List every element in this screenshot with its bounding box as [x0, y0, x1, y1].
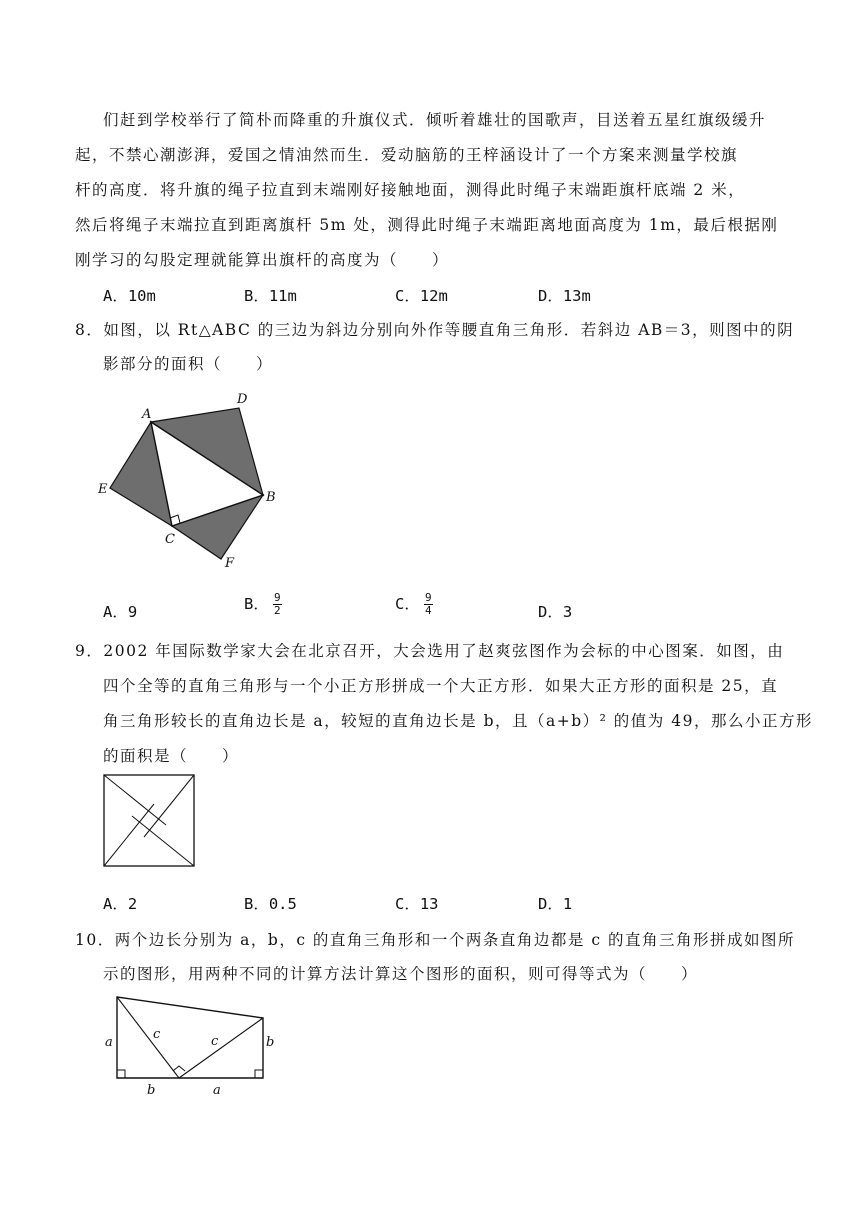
q8-figure [90, 385, 290, 575]
q10-figure-trapezoid [100, 990, 280, 1100]
label-a: A [142, 407, 152, 422]
frac-denominator: 2 [274, 604, 281, 617]
q9-figure-zhao-shuang-diagram [103, 774, 195, 867]
q7-line-1: 们赶到学校举行了简朴而降重的升旗仪式．倾听着雄壮的国歌声，目送着五星红旗级缓升 [103, 111, 767, 129]
label-e: E [98, 482, 108, 497]
trapezoid-outline [117, 997, 263, 1078]
big-square [104, 775, 194, 866]
q10-line-1: 10．两个边长分别为 a，b，c 的直角三角形和一个两条直角边都是 c 的直角三角形拼成如图所 [75, 931, 795, 949]
q10-line-2: 示的图形，用两种不同的计算方法计算这个图形的面积，则可得等式为（ ） [103, 965, 699, 983]
label-a-bottom: a [213, 1083, 221, 1098]
label-b-right: b [266, 1035, 275, 1050]
q7-line-4: 然后将绳子末端拉直到距离旗杆 5m 处，测得此时绳子末端距离地面高度为 1m，最后根据刚 [75, 216, 779, 234]
q9-line-3: 角三角形较长的直角边长是 a，较短的直角边长是 b，且（a+b）² 的值为 49，那么小正方形 [103, 712, 813, 730]
q8-option-c-prefix: C． [395, 595, 420, 613]
frac-numerator: 9 [274, 591, 281, 604]
q7-option-c[interactable]: C．12m [395, 287, 448, 305]
q8-option-b-prefix: B． [244, 595, 269, 613]
q9-option-b[interactable]: B．0.5 [244, 895, 297, 913]
q8-line-1: 8．如图，以 Rt△ABC 的三边为斜边分别向外作等腰直角三角形．若斜边 AB＝3，则图中的阴 [75, 321, 795, 339]
q9-line-4: 的面积是（ ） [103, 747, 240, 765]
q7-line-5: 刚学习的勾股定理就能算出旗杆的高度为（ ） [75, 251, 450, 269]
label-b-bottom: b [147, 1083, 156, 1098]
q8-option-c[interactable] [395, 592, 433, 617]
q7-line-2: 起，不禁心潮澎湃，爱国之情油然而生．爱动脑筋的王梓涵设计了一个方案来测量学校旗 [75, 146, 739, 164]
label-d: D [237, 392, 248, 407]
label-c-right: c [211, 1034, 219, 1049]
q7-option-d[interactable]: D．13m [538, 287, 591, 305]
q7-option-a[interactable]: A．10m [103, 287, 156, 305]
q8-option-b[interactable] [244, 592, 282, 617]
q9-line-1: 9．2002 年国际数学家大会在北京召开，大会选用了赵爽弦图作为会标的中心图案．如图，由 [75, 642, 785, 660]
fraction-nine-halves [273, 592, 282, 617]
q7-line-3: 杆的高度．将升旗的绳子拉直到末端刚好接触地面，测得此时绳子末端距旗杆底端 2 米， [75, 181, 746, 199]
q9-option-c[interactable]: C．13 [395, 895, 439, 913]
q9-option-a[interactable]: A．2 [103, 895, 138, 913]
q9-option-d[interactable]: D．1 [538, 895, 573, 913]
label-a-left: a [105, 1035, 113, 1050]
q8-line-2: 影部分的面积（ ） [103, 355, 274, 373]
q8-option-d[interactable]: D．3 [538, 603, 573, 621]
q7-option-b[interactable]: B．11m [244, 287, 297, 305]
frac-numerator: 9 [425, 591, 432, 604]
q9-line-2: 四个全等的直角三角形与一个小正方形拼成一个大正方形．如果大正方形的面积是 25，直 [103, 677, 779, 695]
frac-denominator: 4 [425, 604, 432, 617]
label-f: F [225, 556, 235, 571]
fraction-nine-quarters [424, 592, 433, 617]
q8-option-a[interactable]: A．9 [103, 603, 138, 621]
label-b: B [266, 490, 276, 505]
label-c-left: c [153, 1027, 161, 1042]
label-c: C [165, 532, 175, 547]
